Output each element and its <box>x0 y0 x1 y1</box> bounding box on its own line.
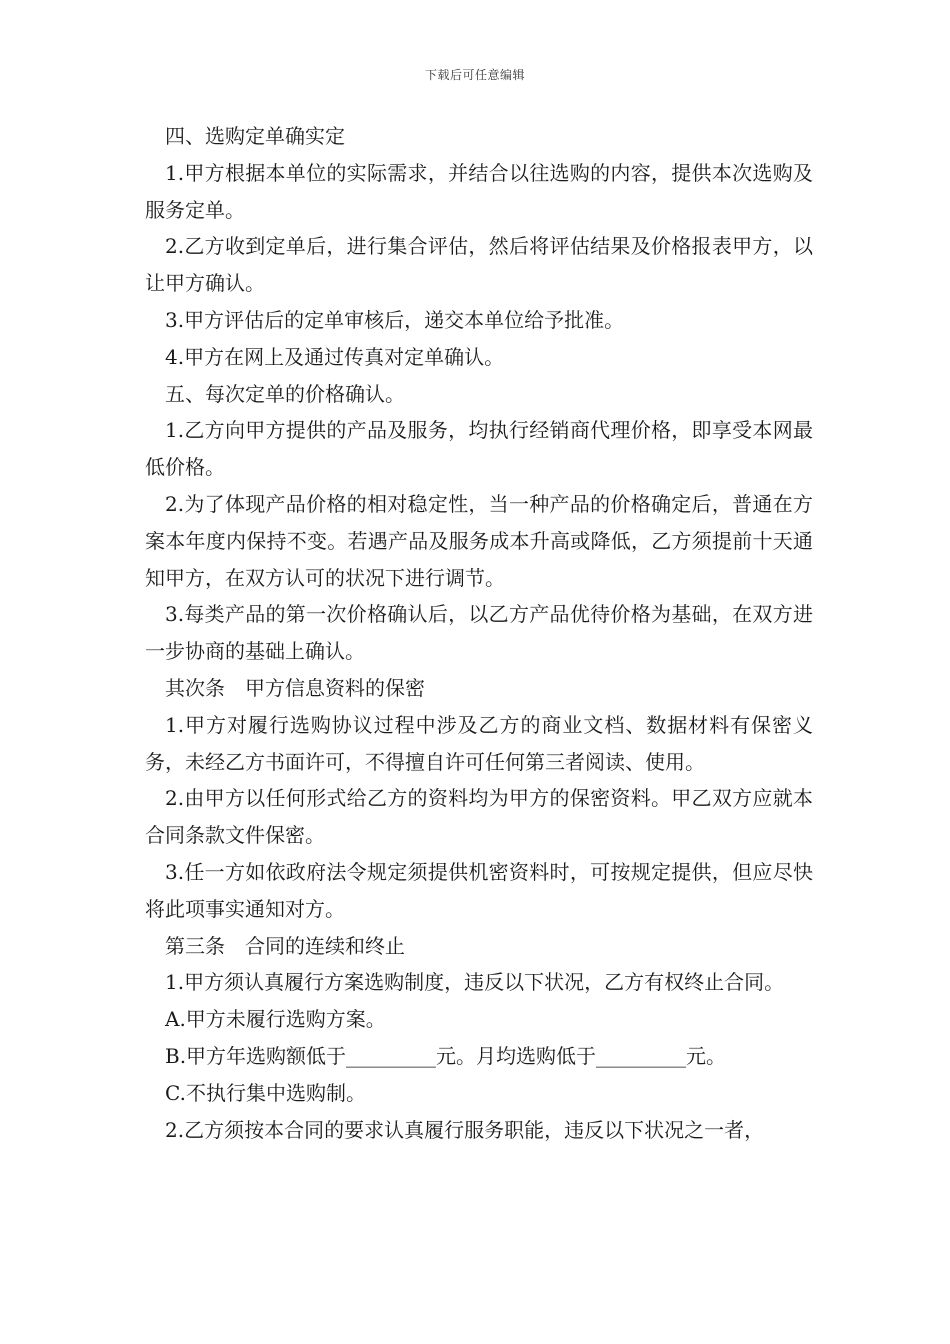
list-item: A.甲方未履行选购方案。 <box>165 1007 386 1032</box>
article-heading: 第三条 合同的连续和终止 <box>165 933 405 958</box>
section-heading: 四、选购定单确实定 <box>165 124 345 148</box>
paragraph: 1.甲方对履行选购协议过程中涉及乙方的商业文档、数据材料有保密义务，未经乙方书面许可，不得擅自许可任何第三者阅读、使用。 <box>145 712 813 774</box>
paragraph: 3.甲方评估后的定单审核后，递交本单位给予批准。 <box>165 307 625 332</box>
paragraph: 1.甲方须认真履行方案选购制度，违反以下状况，乙方有权终止合同。 <box>165 970 785 995</box>
paragraph: 3.每类产品的第一次价格确认后，以乙方产品优待价格为基础，在双方进一步协商的基础上确认。 <box>145 602 813 664</box>
paragraph: 2.乙方须按本合同的要求认真履行服务职能，违反以下状况之一者， <box>165 1117 765 1142</box>
article-heading: 其次条 甲方信息资料的保密 <box>165 675 425 700</box>
list-item: C.不执行集中选购制。 <box>165 1080 366 1105</box>
paragraph: 2.为了体现产品价格的相对稳定性，当一种产品的价格确定后，普通在方案本年度内保持不变。若遇产品及服务成本升高或降低，乙方须提前十天通知甲方，在双方认可的状况下进行调节。 <box>145 491 813 590</box>
paragraph: 4.甲方在网上及通过传真对定单确认。 <box>165 344 505 369</box>
page-header: 下载后可任意编辑 <box>424 68 525 82</box>
section-heading: 五、每次定单的价格确认。 <box>165 381 405 406</box>
document-body <box>145 118 813 1148</box>
paragraph: 2.由甲方以任何形式给乙方的资料均为甲方的保密资料。甲乙双方应就本合同条款文件保密。 <box>145 786 813 848</box>
paragraph: 1.甲方根据本单位的实际需求，并结合以往选购的内容，提供本次选购及服务定单。 <box>145 160 813 222</box>
paragraph: 3.任一方如依政府法令规定须提供机密资料时，可按规定提供，但应尽快将此项事实通知对方。 <box>145 859 813 921</box>
list-item: B.甲方年选购额低于_________元。月均选购低于_________元。 <box>165 1043 727 1068</box>
paragraph: 2.乙方收到定单后，进行集合评估，然后将评估结果及价格报表甲方，以让甲方确认。 <box>145 234 813 296</box>
paragraph: 1.乙方向甲方提供的产品及服务，均执行经销商代理价格，即享受本网最低价格。 <box>145 418 813 480</box>
